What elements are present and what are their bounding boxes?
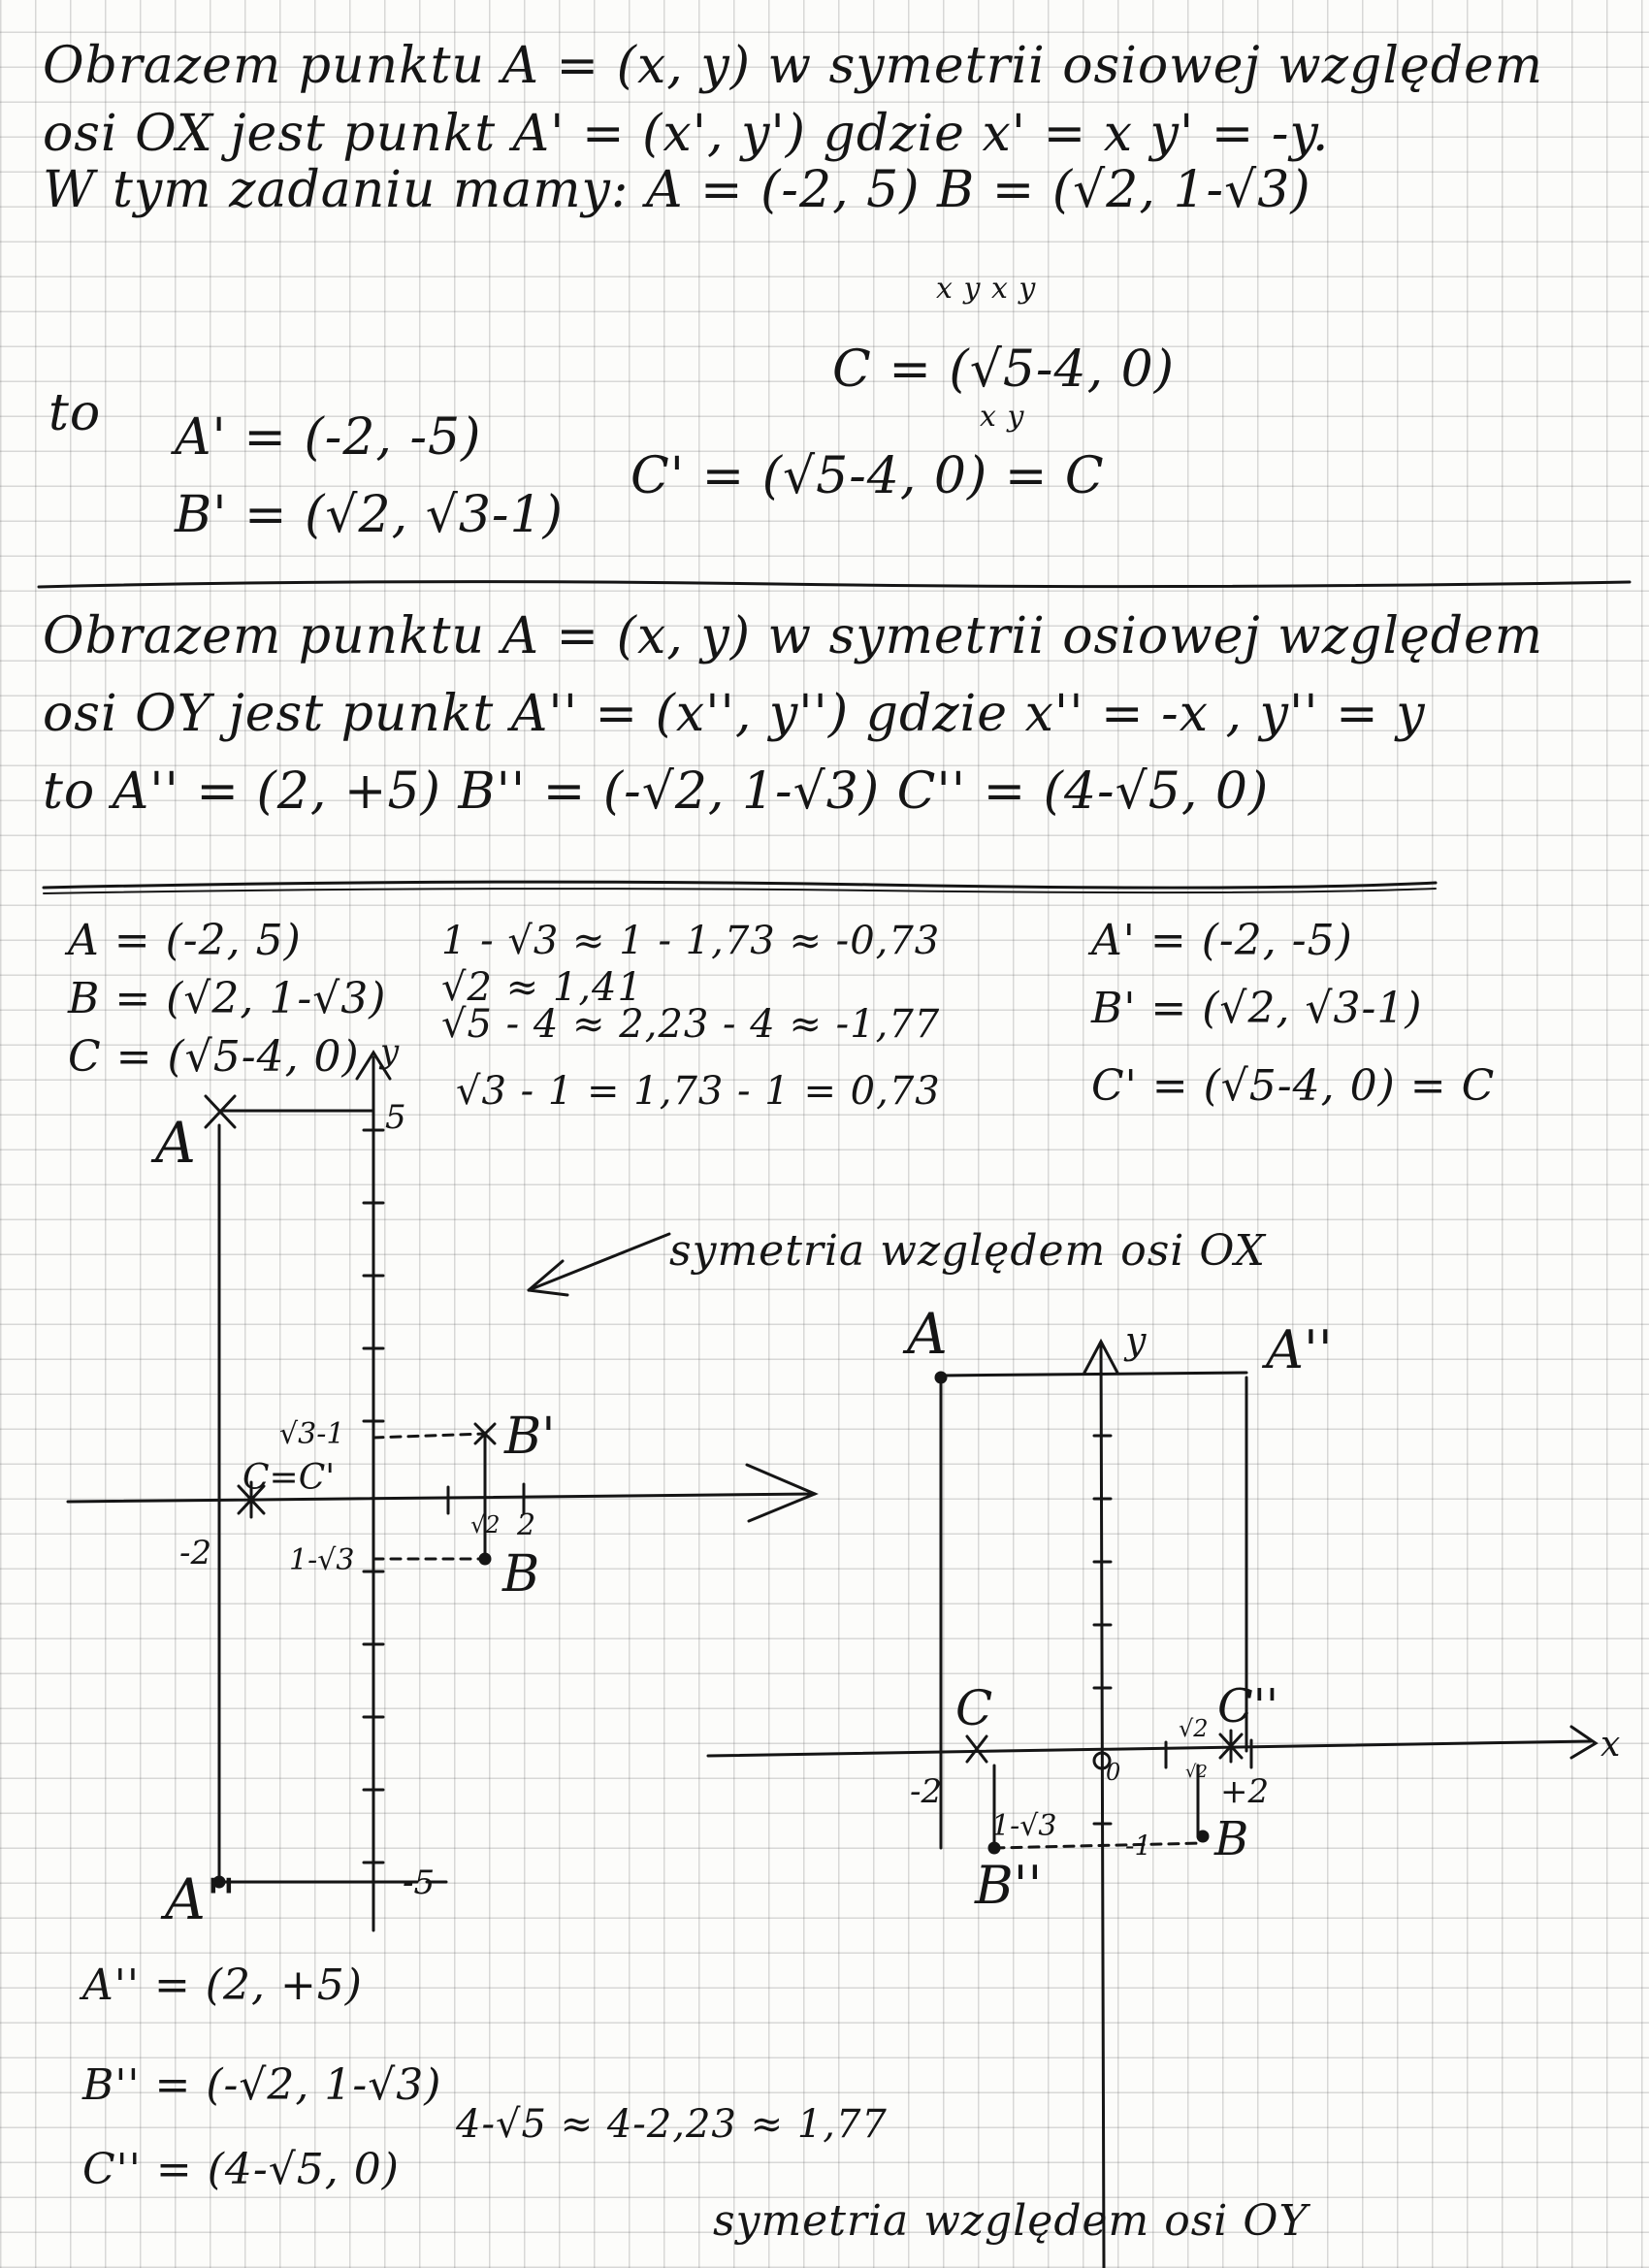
separator-1: [39, 582, 1630, 587]
graph1-label-sqrt2: √2: [470, 1511, 501, 1539]
summary-a: A = (-2, 5): [68, 916, 302, 965]
oy-summary-a: A'' = (2, +5): [82, 1960, 363, 2010]
graph2-label-sqrt2-small: √2: [1185, 1762, 1208, 1782]
oy-summary-b: B'' = (-√2, 1-√3): [82, 2060, 442, 2110]
calc-4: √3 - 1 = 1,73 - 1 = 0,73: [456, 1069, 941, 1114]
graph1-y-label: y: [380, 1032, 400, 1071]
graph1-label-minus2: -2: [179, 1534, 212, 1572]
annotation-ox: symetria względem osi OX: [669, 1226, 1266, 1276]
ox-summary-a: A' = (-2, -5): [1091, 916, 1353, 965]
ox-summary-b: B' = (√2, √3-1): [1091, 984, 1423, 1033]
oy-line-3: to A'' = (2, +5) B'' = (-√2, 1-√3) C'' = (4-√5, 0): [43, 762, 1270, 821]
graph2-c-mark: [967, 1736, 986, 1762]
graph2-label-x: x: [1600, 1725, 1621, 1765]
graph1-label-B-prime: B': [504, 1408, 556, 1466]
graph2-label-A-dbl: A'': [1266, 1319, 1333, 1380]
intro-line-4-sub: x y: [980, 400, 1025, 434]
annotation-oy: symetria względem osi OY: [713, 2196, 1309, 2246]
graph2-label-y: y: [1125, 1319, 1147, 1362]
graph2-label-C: C: [955, 1680, 993, 1736]
graph1-label-A: A: [155, 1110, 196, 1176]
graph2-label-A: A: [907, 1301, 948, 1367]
graph1-label-minus5: -5: [403, 1863, 436, 1902]
graph1-label-1msqrt3: 1-√3: [289, 1543, 355, 1577]
intro-line-1: Obrazem punktu A = (x, y) w symetrii osiowej względem: [43, 37, 1544, 95]
graph2-label-plus2: +2: [1220, 1772, 1270, 1811]
ox-summary-c: C' = (√5-4, 0) = C: [1091, 1061, 1496, 1111]
annotation-ox-arrow: [529, 1234, 669, 1290]
graph2-x-axis: [708, 1741, 1591, 1756]
summary-b: B = (√2, 1-√3): [68, 974, 387, 1023]
ox-c-prime: C' = (√5-4, 0) = C: [630, 447, 1105, 505]
ox-prefix: to: [48, 384, 102, 442]
graph1-label-A-dbl: A'': [165, 1866, 237, 1932]
calc-1: 1 - √3 ≈ 1 - 1,73 ≈ -0,73: [441, 919, 941, 963]
separator-2b: [44, 889, 1436, 893]
graph2-label-sqrt2: √2: [1179, 1715, 1209, 1742]
graph2-b-dbl-point: [989, 1843, 999, 1853]
graph2-label-C-dbl: C'': [1217, 1679, 1279, 1733]
intro-line-4: C = (√5-4, 0): [832, 340, 1176, 399]
graph2-top-line: [941, 1373, 1246, 1376]
graph2-label-minus1: -1: [1125, 1830, 1152, 1862]
intro-line-3: W tym zadaniu mamy: A = (-2, 5) B = (√2, 1-√3): [43, 161, 1311, 219]
graph2-label-B-dbl: B'': [975, 1855, 1043, 1916]
graph2-b-point: [1198, 1831, 1208, 1841]
calc-3: √5 - 4 ≈ 2,23 - 4 ≈ -1,77: [441, 1002, 941, 1047]
graph2-label-B: B: [1214, 1812, 1249, 1866]
graph1-label-5: 5: [385, 1098, 406, 1137]
graph1-label-B: B: [502, 1545, 540, 1604]
calc-5: 4-√5 ≈ 4-2,23 ≈ 1,77: [456, 2102, 888, 2147]
oy-line-2: osi OY jest punkt A'' = (x'', y'') gdzie x'' = -x , y'' = y: [43, 685, 1426, 743]
graph1-b-point: [480, 1554, 490, 1564]
graph1-label-sqrt3m1: √3-1: [279, 1417, 345, 1451]
oy-summary-c: C'' = (4-√5, 0): [82, 2145, 400, 2194]
graph2-a-point: [936, 1373, 946, 1382]
ox-a-prime: A' = (-2, -5): [175, 408, 482, 467]
separator-2: [44, 882, 1436, 888]
graph1-label-c-eq: C=C': [242, 1458, 336, 1498]
calc-2: √2 ≈ 1,41: [441, 965, 643, 1010]
graph1-label-2: 2: [517, 1508, 536, 1542]
intro-line-2: osi OX jest punkt A' = (x', y') gdzie x' = x y' = -y.: [43, 105, 1330, 163]
oy-line-1: Obrazem punktu A = (x, y) w symetrii osiowej względem: [43, 607, 1544, 665]
ox-b-prime: B' = (√2, √3-1): [175, 486, 564, 544]
intro-line-3-sub: x y x y: [936, 272, 1037, 306]
graph2-label-minus2: -2: [910, 1772, 943, 1811]
graph2-label-zero: 0: [1106, 1759, 1121, 1786]
graph1-x-axis: [68, 1494, 815, 1502]
graph2-label-1msqrt3: 1-√3: [991, 1809, 1057, 1843]
graph2-y-axis: [1101, 1344, 1104, 2268]
summary-c: C = (√5-4, 0): [68, 1032, 360, 1082]
